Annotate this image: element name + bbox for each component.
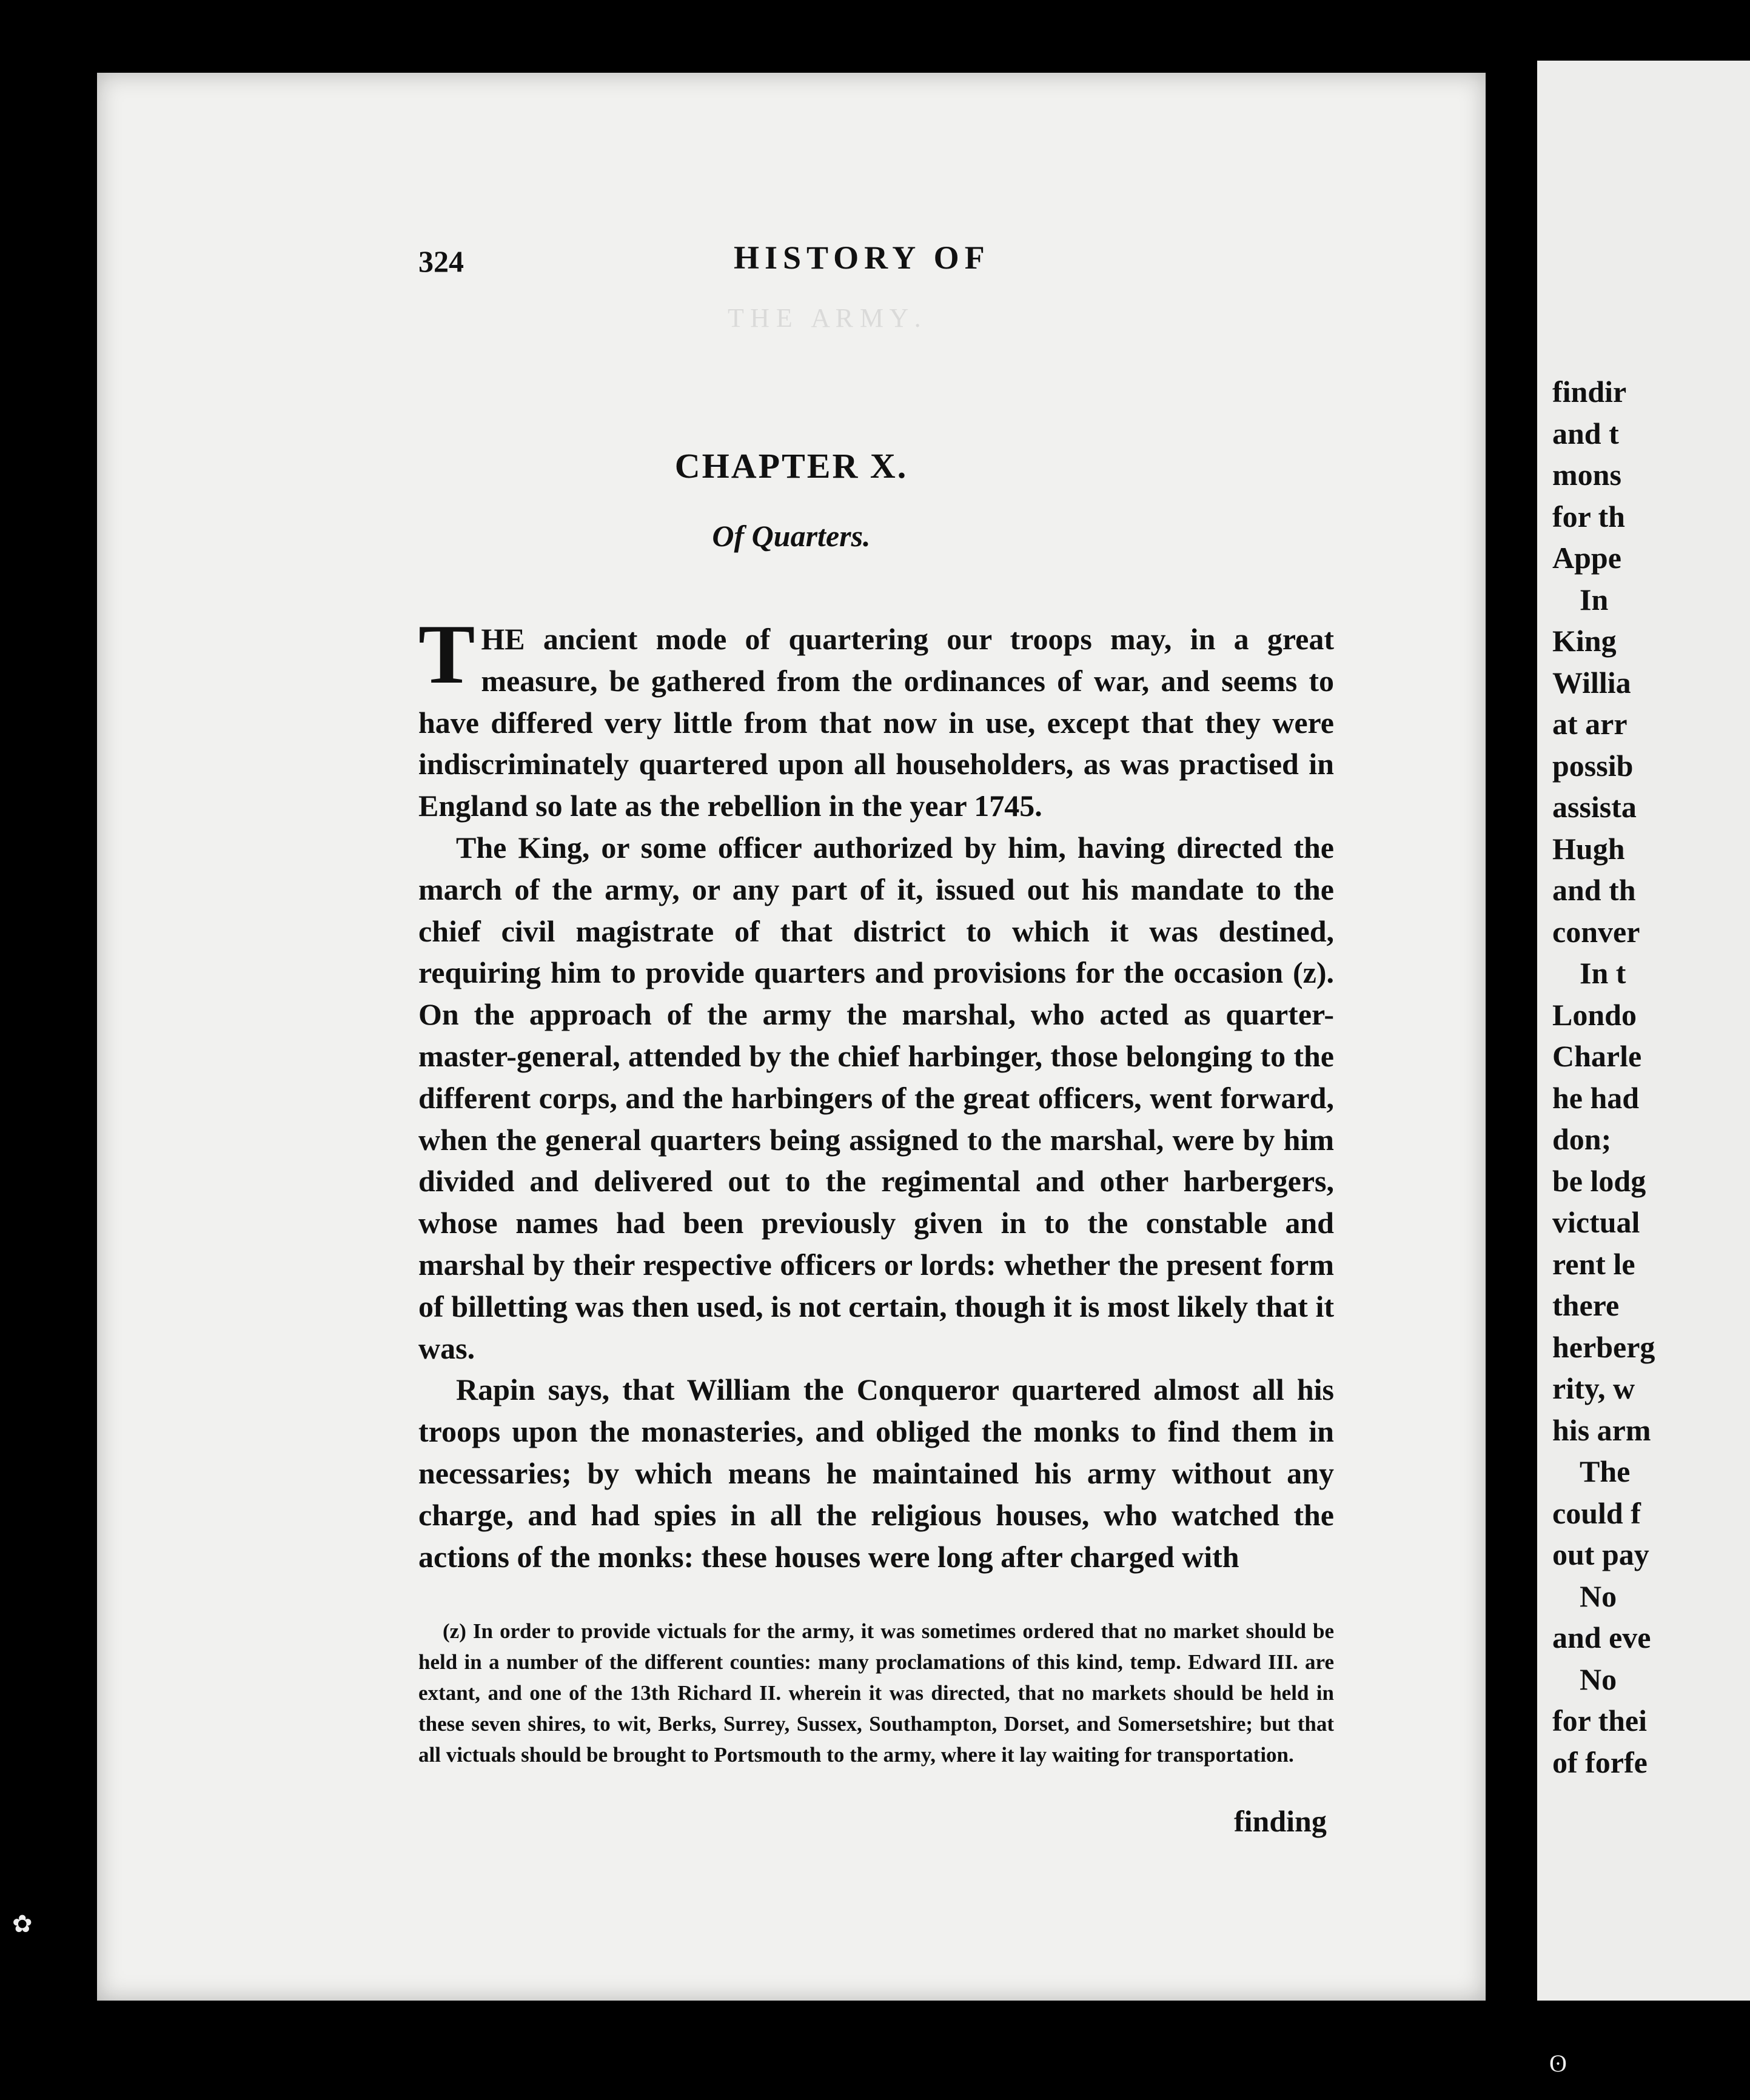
facing-line: No — [1580, 1662, 1617, 1696]
facing-line: be lodg — [1552, 1163, 1646, 1198]
facing-line: and eve — [1552, 1620, 1651, 1654]
facing-page-text — [1552, 371, 1655, 1783]
facing-line: conver — [1552, 914, 1640, 949]
book-page-right — [1537, 61, 1750, 2001]
facing-line: In — [1580, 582, 1609, 617]
scan-speck: ʘ — [1549, 2050, 1567, 2077]
facing-line: for th — [1552, 499, 1625, 533]
body-text — [418, 607, 1334, 1577]
facing-line: Hugh — [1552, 831, 1625, 866]
facing-line: Londo — [1552, 997, 1637, 1032]
facing-line: mons — [1552, 458, 1621, 492]
facing-line: and th — [1552, 873, 1636, 907]
facing-line: there — [1552, 1288, 1620, 1322]
show-through-text: T H E A R M Y . — [728, 303, 921, 333]
paragraph: Rapin says, that William the Conqueror quartered almost all his troops upon the monasteries, and obliged the monks to find them in necessaries; by which means he maintained his army without any charge, and had spies in all the religious houses, who watched the actions of the monks: these houses were long after charged with — [418, 1373, 1334, 1574]
facing-line: at arr — [1552, 707, 1628, 741]
facing-line: assista — [1552, 790, 1637, 824]
facing-line: In t — [1580, 956, 1626, 990]
facing-line: victual — [1552, 1205, 1640, 1239]
facing-line: and t — [1552, 416, 1619, 450]
facing-line: his arm — [1552, 1413, 1651, 1447]
facing-line: Charle — [1552, 1039, 1642, 1073]
drop-cap: T — [418, 607, 475, 701]
facing-line: rent le — [1552, 1246, 1635, 1281]
facing-line: could f — [1552, 1496, 1641, 1530]
catchword: finding — [1234, 1804, 1327, 1838]
paragraph: The King, or some officer authorized by him, having directed the march of the army, or any part of it, issued out his mandate to the chief civil magistrate of that district to which it was destined, requiring him to provide quarters and provisions for the occasion (z). On the approach of the army the marshal, who acted as quarter-master-general, attended by the chief harbinger, those belonging to the different corps, and the harbingers of the great officers, went forward, when the general quarters being assigned to the marshal, were by him divided and delivered out to the regimental and other harbergers, whose names had been previously given in to the constable and marshal by their respective officers or lords: whether the present form of billetting was then used, is not certain, though it is most likely that it was. — [418, 830, 1334, 1365]
paragraph: THE ancient mode of quartering our troops may, in a great measure, be gathered from the ordinances of war, and seems to have differed very little from that now in use, except that they were indiscriminately quartered upon all householders, as was practised in England so late as the rebellion in the year 1745. — [418, 607, 1334, 823]
page-number: 324 — [418, 244, 464, 278]
facing-line: The — [1580, 1454, 1631, 1488]
facing-line: findir — [1552, 375, 1627, 409]
footnote: (z) In order to provide victuals for the army, it was sometimes ordered that no market should be held in a number of the different counties: many proclamations of this kind, temp. Edward III. are extant, and one of the 13th Richard II. wherein it was directed, that no markets should be held in these seven shires, to wit, Berks, Surrey, Sussex, Southampton, Dorset, and Somersetshire; but that all victuals should be brought to Portsmouth to the army, where it lay waiting for transportation. — [418, 1619, 1334, 1767]
book-page-left — [97, 73, 1486, 2001]
facing-line: Willia — [1552, 665, 1631, 700]
running-head: HISTORY OF — [734, 239, 990, 276]
chapter-title: CHAPTER X. — [674, 446, 908, 486]
facing-line: of forfe — [1552, 1745, 1648, 1779]
facing-line: Appe — [1552, 541, 1621, 575]
facing-line: for thei — [1552, 1704, 1647, 1737]
chapter-subtitle: Of Quarters. — [712, 519, 871, 553]
scan-speck: ✿ — [12, 1910, 33, 1938]
facing-line: he had — [1552, 1080, 1640, 1115]
facing-line: don; — [1552, 1122, 1612, 1156]
facing-line: possib — [1552, 748, 1634, 783]
facing-line: No — [1580, 1579, 1617, 1613]
facing-line: herberg — [1552, 1329, 1655, 1364]
facing-line: rity, w — [1552, 1371, 1635, 1405]
facing-line: King — [1552, 624, 1617, 658]
facing-line: out pay — [1552, 1537, 1649, 1571]
